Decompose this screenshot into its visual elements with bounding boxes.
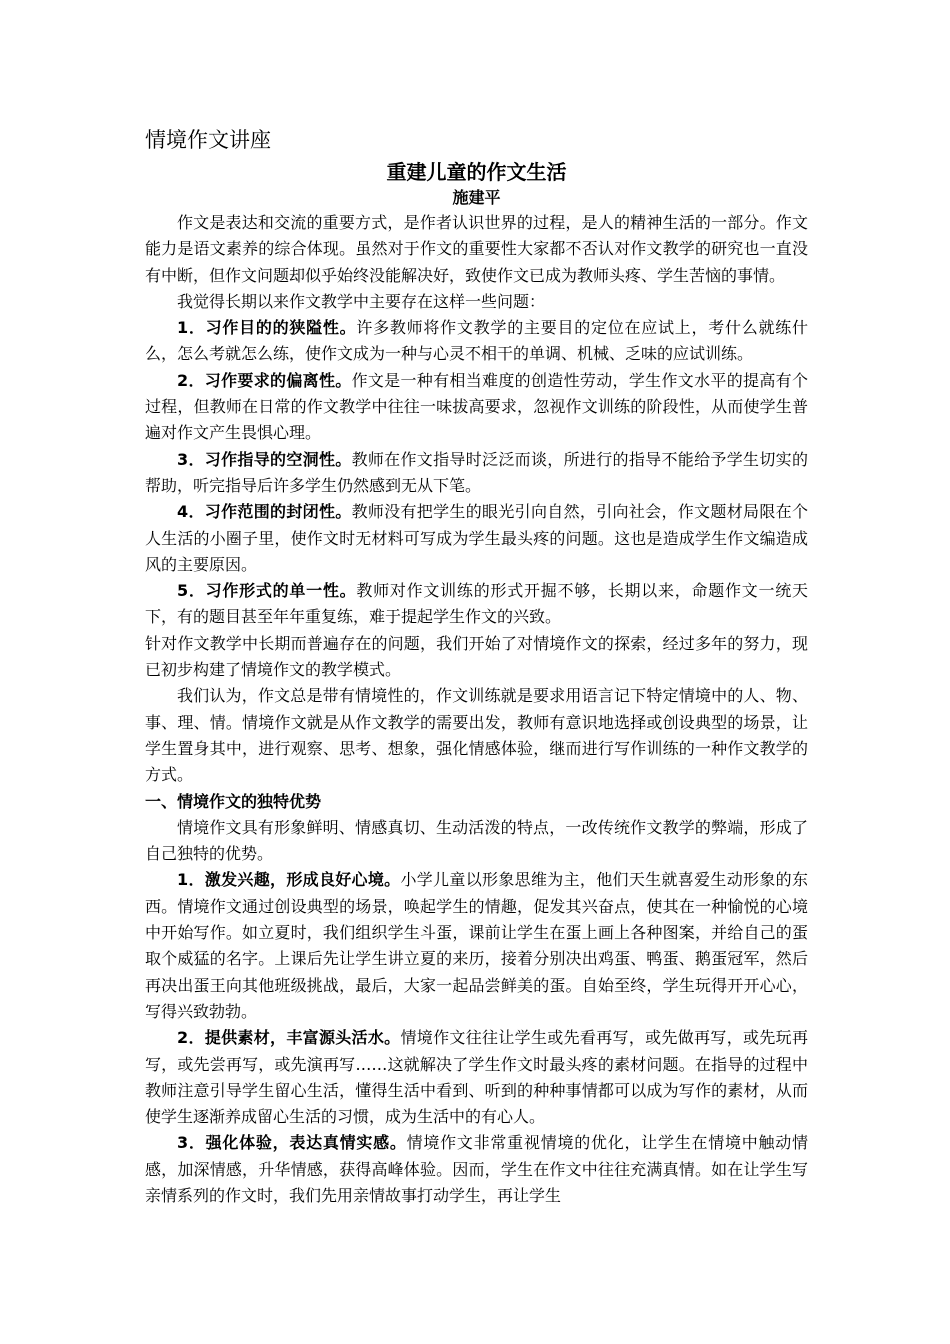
definition-paragraph: 我们认为，作文总是带有情境性的，作文训练就是要求用语言记下特定情境中的人、物、事、理、情。情境作文就是从作文教学的需要出发，教师有意识地选择或创设典型的场景，让学生置身其中，进行观察、思考、想象，强化情感体验，继而进行写作训练的一种作文教学的方式。 xyxy=(145,686,808,785)
problem-text: 教师对作文训练的形式开掘不够，长期以来，命题作文一统天下，有的题目甚至年年重复练，难于提起学生作文的兴致。 xyxy=(145,581,808,627)
problem-text: 作文是一种有相当难度的创造性劳动，学生作文水平的提高有个过程，但教师在日常的作文教学中往往一味拔高要求，忽视作文训练的阶段性，从而使学生普遍对作文产生畏惧心理。 xyxy=(145,370,808,443)
article-title: 重建儿童的作文生活 xyxy=(386,160,567,184)
problem-item xyxy=(145,447,808,500)
problem-heading: 3．习作指导的空洞性。 xyxy=(177,449,352,469)
advantage-heading: 1．激发兴趣，形成良好心境。 xyxy=(177,870,401,890)
problem-heading: 5．习作形式的单一性。 xyxy=(177,581,357,601)
problem-item xyxy=(145,315,808,368)
problem-item xyxy=(145,578,808,631)
advantage-item xyxy=(145,867,808,1025)
problem-heading: 2．习作要求的偏离性。 xyxy=(177,370,352,390)
document-page xyxy=(145,118,808,1209)
advantage-text: 情境作文非常重视情境的优化，让学生在情境中触动情感，加深情感，升华情感，获得高峰体验。因而，学生在作文中往往充满真情。如在让学生写亲情系列的作文时，我们先用亲情故事打动学生，再让学生 xyxy=(145,1133,808,1205)
section-heading: 一、情境作文的独特优势 xyxy=(145,791,322,811)
intro-paragraph: 作文是表达和交流的重要方式，是作者认识世界的过程，是人的精神生活的一部分。作文能力是语文素养的综合体现。虽然对于作文的重要性大家都不否认对作文教学的研究也一直没有中断，但作文问题却似乎始终没能解决好，致使作文已成为教师头疼、学生苦恼的事情。 xyxy=(145,213,808,285)
advantage-item xyxy=(145,1130,808,1209)
problem-item xyxy=(145,368,808,447)
advantage-text: 小学儿童以形象思维为主，他们天生就喜爱生动形象的东西。情境作文通过创设典型的场景，唤起学生的情趣，促发其兴奋点，使其在一种愉悦的心境中开始写作。如立夏时，我们组织学生斗蛋，课前让学生在蛋上画上各种图案，并给自己的蛋取个威猛的名字。上课后先让学生讲立夏的来历，接着分别决出鸡蛋、鸭蛋、鹅蛋冠军，然后再决出蛋王向其他班级挑战，最后，大家一起品尝鲜美的蛋。自始至终，学生玩得开开心心，写得兴致勃勃。 xyxy=(145,870,808,1021)
problem-text: 教师在作文指导时泛泛而谈，所进行的指导不能给予学生切实的帮助，听完指导后许多学生仍然感到无从下笔。 xyxy=(145,449,808,495)
article-author: 施建平 xyxy=(452,188,501,207)
advantage-heading: 3．强化体验，表达真情实感。 xyxy=(177,1133,407,1153)
problem-item xyxy=(145,499,808,578)
section-intro: 情境作文具有形象鲜明、情感真切、生动活泼的特点，一改传统作文教学的弊端，形成了自己独特的优势。 xyxy=(145,817,808,864)
exploration-paragraph: 针对作文教学中长期而普遍存在的问题，我们开始了对情境作文的探索，经过多年的努力，现已初步构建了情境作文的教学模式。 xyxy=(145,633,808,680)
problem-text: 教师没有把学生的眼光引向自然，引向社会，作文题材局限在个人生活的小圈子里，使作文时无材料可写成为学生最头疼的问题。这也是造成学生作文编造成风的主要原因。 xyxy=(145,502,808,574)
problem-heading: 1．习作目的的狭隘性。 xyxy=(177,318,357,338)
advantage-heading: 2．提供素材，丰富源头活水。 xyxy=(177,1028,401,1048)
problem-text: 许多教师将作文教学的主要目的定位在应试上，考什么就练什么，怎么考就怎么练，使作文成为一种与心灵不相干的单调、机械、乏味的应试训练。 xyxy=(145,318,808,364)
series-title: 情境作文讲座 xyxy=(145,128,271,152)
problems-lead: 我觉得长期以来作文教学中主要存在这样一些问题： xyxy=(177,291,546,311)
advantage-text: 情境作文往往让学生或先看再写，或先做再写，或先玩再写，或先尝再写，或先演再写……这就解决了学生作文时最头疼的素材问题。在指导的过程中教师注意引导学生留心生活，懂得生活中看到、听到的种种事情都可以成为写作的素材，从而使学生逐渐养成留心生活的习惯，成为生活中的有心人。 xyxy=(145,1028,808,1127)
problem-heading: 4．习作范围的封闭性。 xyxy=(177,502,352,522)
advantage-item xyxy=(145,1025,808,1130)
